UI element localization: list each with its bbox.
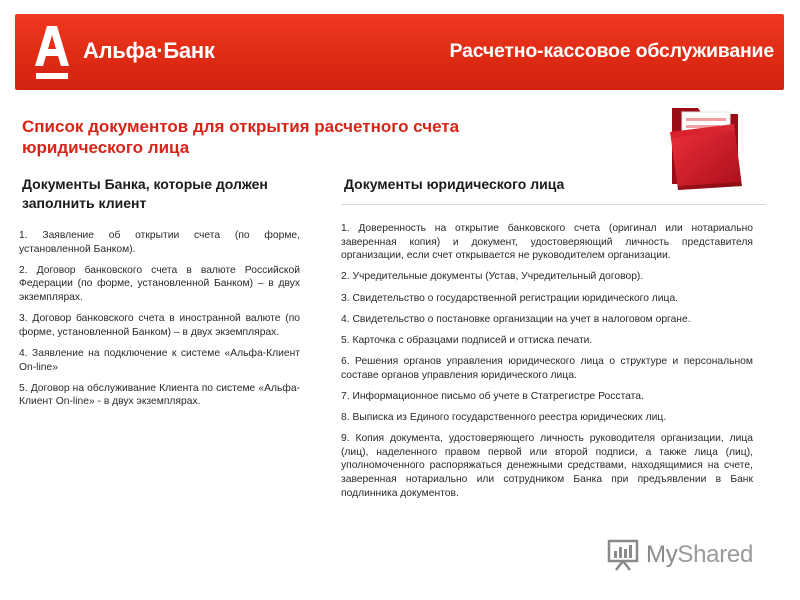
- section-title: Список документов для открытия расчетного счета юридического лица: [22, 117, 460, 157]
- myshared-watermark: [606, 537, 766, 573]
- list-item: 2. Договор банковского счета в валюте Российской Федерации (по форме, установленной Банком) – в двух экземплярах.: [19, 264, 300, 303]
- bank-documents-heading: Документы Банка, которые должен заполнить клиент: [22, 176, 268, 211]
- watermark-text: [646, 541, 753, 569]
- presentation-board-icon: [606, 537, 640, 571]
- list-item: 7. Информационное письмо об учете в Статрегистре Росстата.: [341, 390, 644, 402]
- page-title: Расчетно-кассовое обслуживание: [449, 40, 774, 62]
- watermark-shared: Shared: [677, 541, 753, 568]
- list-item: 3. Договор банковского счета в иностранной валюте (по форме, установленной Банком) – в двух экземплярах.: [19, 313, 300, 338]
- list-item: 6. Решения органов управления юридического лица о структуре и персональном составе органов управления юридического лица.: [341, 356, 753, 381]
- watermark-my: My: [646, 541, 678, 568]
- list-item: 5. Карточка с образцами подписей и оттиска печати.: [341, 334, 593, 346]
- bank-documents-list: [19, 229, 300, 417]
- list-item: 5. Договор на обслуживание Клиента по системе «Альфа-Клиент On-line» - в двух экземплярах.: [19, 382, 300, 408]
- company-documents-list: [341, 222, 753, 508]
- list-item: 1. Заявление об открытии счета (по форме, установленной Банком).: [19, 230, 300, 255]
- bank-brand-name: Альфа·Банк: [83, 38, 215, 63]
- list-item: 8. Выписка из Единого государственного реестра юридических лиц.: [341, 412, 667, 424]
- list-item: 4. Свидетельство о постановке организации на учет в налоговом органе.: [341, 313, 691, 325]
- list-item: 2. Учредительные документы (Устав, Учредительный договор).: [341, 271, 644, 283]
- company-documents-heading: Документы юридического лица: [344, 176, 565, 192]
- red-folder-icon: [668, 102, 744, 192]
- alfa-logo-icon: [33, 24, 71, 82]
- header-banner: [15, 14, 784, 90]
- list-item: 4. Заявление на подключение к системе «Альфа-Клиент On-line»: [19, 347, 300, 373]
- list-item: 3. Свидетельство о государственной регистрации юридического лица.: [341, 292, 679, 304]
- column-divider: [341, 204, 766, 205]
- list-item: 9. Копия документа, удостоверяющего личность руководителя организации, лица (лиц), наделенного правом первой или второй подписи, а также лица (лиц), уполномоченного распоряжаться денежными средствами, находящимися на счете, заверенная нотариально или сотрудником Банка при предъявлении в Банк подлинника документов.: [341, 433, 753, 499]
- list-item: 1. Доверенность на открытие банковского счета (оригинал или нотариально заверенная копия) и документ, удостоверяющий личность представителя организации, если счет открывается не руководителем организации.: [341, 223, 753, 262]
